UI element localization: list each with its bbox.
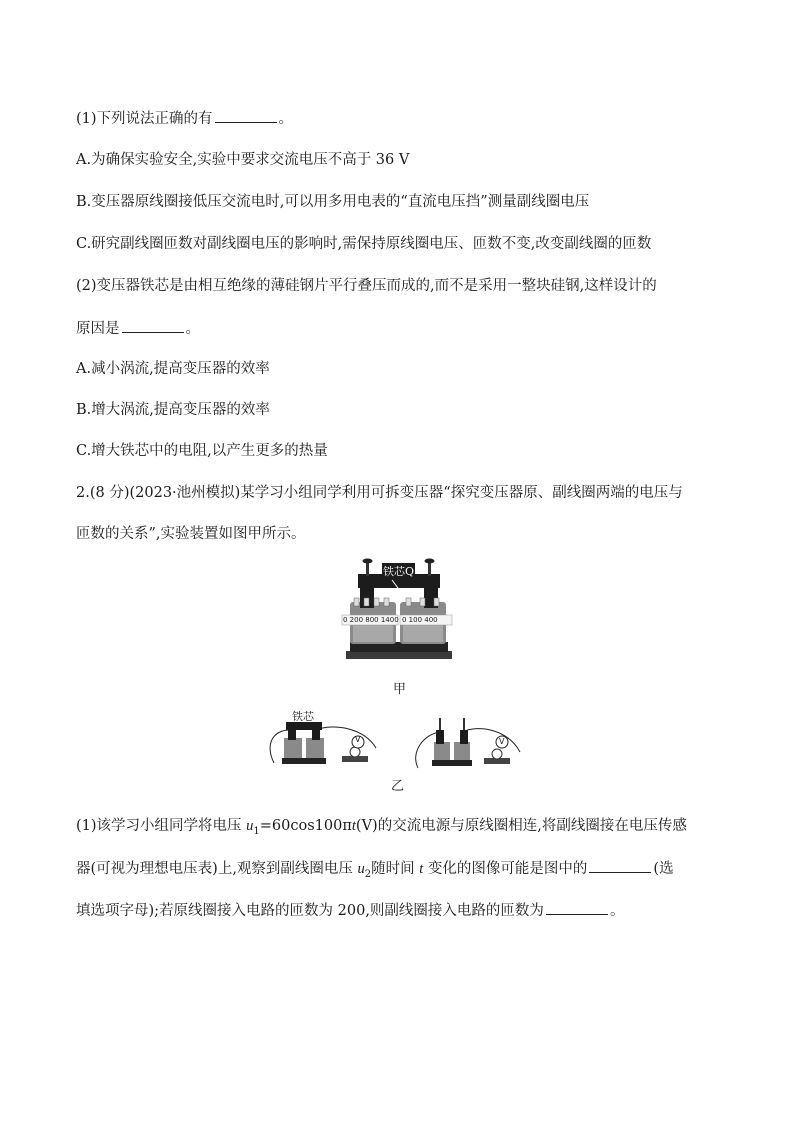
figure-yi-caption: 乙 [391,779,405,794]
q1-part2-prefix: 原因是 [76,321,120,337]
q1-part1-prefix: (1)下列说法正确的有 [76,111,213,127]
text-run: 器(可视为理想电压表)上,观察到副线圈电压 [76,861,358,877]
figure-yi-circuit-left [264,708,384,770]
text-run: (选 [653,861,674,877]
text-run: 变化的图像可能是图中的 [423,861,588,877]
scale-right-label: 0 100 400 [402,616,438,624]
core-q-label: 铁芯Q [383,565,415,578]
q1-part2-suffix: 。 [185,321,200,337]
q2-stem-line2: 匝数的关系”,实验装置如图甲所示。 [76,526,306,542]
scale-left-label: 0 200 800 1400 [343,616,399,624]
answer-blank[interactable] [546,900,608,915]
q1-part1-option-a: A.为确保实验安全,实验中要求交流电压不高于 36 V [76,152,410,168]
text-run: 填选项字母);若原线圈接入电路的匝数为 200,则副线圈接入电路的匝数为 [76,903,544,919]
text-run: 。 [609,903,625,919]
voltmeter-symbol-left: V [355,735,361,744]
q1-part1-suffix: 。 [278,111,294,127]
q1-part2-option-c: C.增大铁芯中的电阻,以产生更多的热量 [76,443,328,459]
subscript-2: 2 [364,868,372,880]
text-run: (1)该学习小组同学将电压 [76,818,247,834]
q1-part2-stem-line2 [76,318,200,339]
text-run: 随时间 [371,861,420,877]
q2-part1-line1 [76,816,687,842]
q1-part2-option-a: A.减小涡流,提高变压器的效率 [76,361,270,377]
voltmeter-symbol-right: V [499,737,505,746]
subscript-1: 1 [253,825,260,837]
q1-part1-option-b: B.变压器原线圈接低压交流电时,可以用多用电表的“直流电压挡”测量副线圈电压 [76,194,590,210]
var-u: u [357,861,365,877]
q1-part1-option-c: C.研究副线圈匝数对副线圈电压的影响时,需保持原线圈电压、匝数不变,改变副线圈的匝数 [76,236,652,252]
q2-stem-line1: 2.(8 分)(2023·池州模拟)某学习小组同学利用可拆变压器“探究变压器原、副线圈两端的电压与 [76,485,683,501]
q1-part2-option-b: B.增大涡流,提高变压器的效率 [76,402,270,418]
var-t: t [419,861,424,877]
answer-blank[interactable] [589,858,651,873]
q1-part2-stem-line1: (2)变压器铁芯是由相互绝缘的薄硅钢片平行叠压而成的,而不是采用一整块硅钢,这样设计的 [76,278,657,294]
q2-part1-line2 [76,858,674,885]
figure-jia-caption: 甲 [393,682,407,697]
text-run: =60cos100π [259,818,352,834]
answer-blank[interactable] [122,318,184,333]
answer-blank[interactable] [215,108,277,123]
q2-part1-line3 [76,900,624,921]
text-run: (V)的交流电源与原线圈相连,将副线圈接在电压传感 [355,818,687,834]
core-label: 铁芯 [292,710,314,723]
var-u: u [246,818,254,834]
var-t: t [351,818,356,834]
figure-yi-circuit-right [410,712,526,772]
q1-part1-stem [76,108,293,129]
